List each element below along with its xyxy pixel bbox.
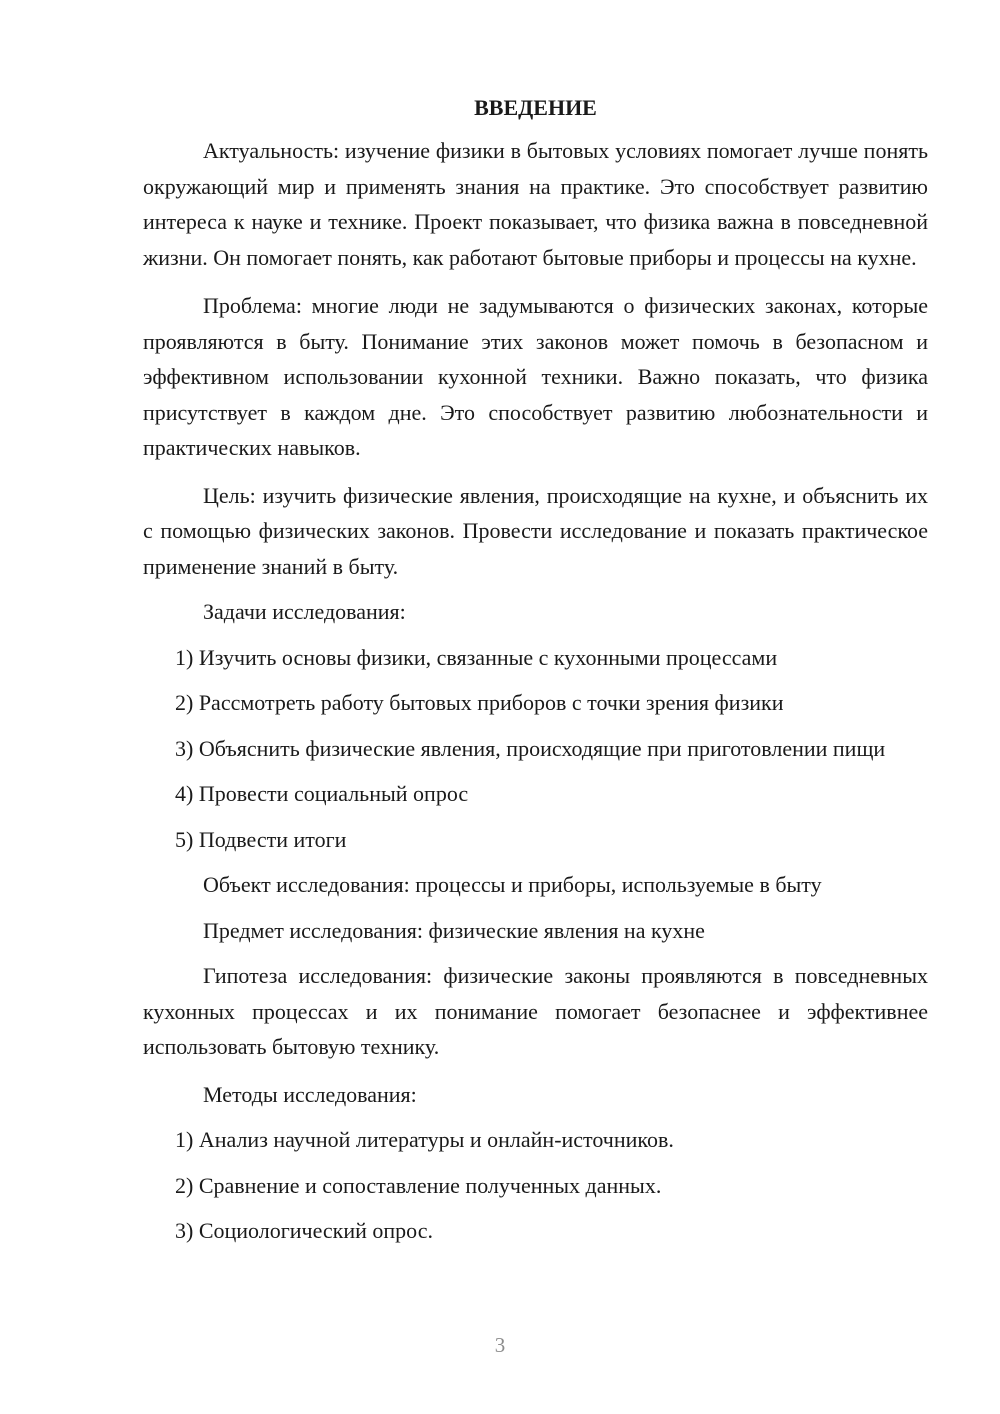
- hypothesis-paragraph: Гипотеза исследования: физические законы проявляются в повседневных кухонных процессах и их понимание помогает безопаснее и эффективнее использовать бытовую технику.: [143, 963, 928, 1059]
- task-item: 2) Рассмотреть работу бытовых приборов с точки зрения физики: [175, 690, 784, 715]
- method-item: 2) Сравнение и сопоставление полученных данных.: [175, 1172, 662, 1198]
- page-number: 3: [494, 1333, 506, 1357]
- task-item: 5) Подвести итоги: [175, 826, 347, 852]
- problem-paragraph: Проблема: многие люди не задумываются о физических законах, которые проявляются в быту. Понимание этих законов может помочь в безопасном и эффективном использовании кухонной техники. Важно показать, что физика присутствует в каждом дне. Это способствует развитию любознательности и практических навыков.: [143, 293, 928, 460]
- document-page: [143, 90, 928, 1249]
- method-item: 3) Социологический опрос.: [175, 1218, 433, 1243]
- relevance-paragraph: Актуальность: изучение физики в бытовых условиях помогает лучше понять окружающий мир и применять знания на практике. Это способствует развитию интереса к науке и технике. Проект показывает, что физика важна в повседневной жизни. Он помогает понять, как работают бытовые приборы и процессы на кухне.: [143, 138, 928, 270]
- research-subject: Предмет исследования: физические явления на кухне: [203, 917, 705, 943]
- methods-heading: Методы исследования:: [203, 1081, 417, 1107]
- tasks-heading: Задачи исследования:: [203, 599, 406, 624]
- goal-paragraph: Цель: изучить физические явления, происходящие на кухне, и объяснить их с помощью физических законов. Провести исследование и показать практическое применение знаний в быту.: [143, 482, 928, 579]
- task-item: 1) Изучить основы физики, связанные с кухонными процессами: [175, 644, 778, 670]
- method-item: 1) Анализ научной литературы и онлайн-источников.: [175, 1127, 674, 1152]
- task-item: 3) Объяснить физические явления, происходящие при приготовлении пищи: [175, 735, 886, 761]
- document-title: ВВЕДЕНИЕ: [474, 95, 597, 120]
- task-item: 4) Провести социальный опрос: [175, 781, 469, 806]
- research-object: Объект исследования: процессы и приборы, используемые в быту: [203, 872, 822, 897]
